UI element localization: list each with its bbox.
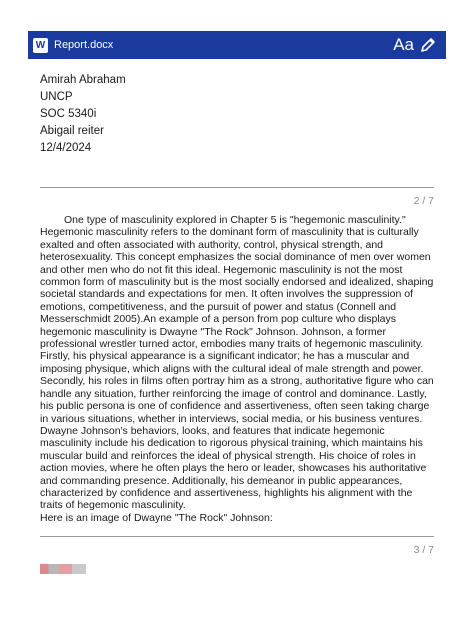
page-divider bbox=[40, 536, 434, 537]
paragraph: One type of masculinity explored in Chapter 5 is "hegemonic masculinity." Hegemonic masculinity refers to the dominant form of masculinity that is culturally exalted and often associated with authority, control, physical strength, and heterosexuality. This concept emphasizes the social dominance of men over women and other men who do not fit this ideal. Hegemonic masculinity is not the most common form of masculinity but is the most socially endorsed and idealized, shaping societal standards and expectations for men. It often involves the suppression of emotions, competitiveness, and the pursuit of power and status (Connell and Messerschmidt 2005).An example of a person from pop culture who displays hegemonic masculinity is Dwayne "The Rock" Johnson. Johnson, a former professional wrestler turned actor, embodies many traits of hegemonic masculinity. Firstly, his physical appearance is a significant indicator; he has a muscular and imposing physique, which aligns with the cultural ideal of male strength and power. Secondly, his roles in films often portray him as a strong, authoritative figure who can handle any situation, further reinforcing the image of control and dominance. Lastly, his public persona is one of confidence and assertiveness, often seen taking charge in various situations, whether in interviews, social media, or his business ventures. bbox=[40, 214, 434, 425]
instructor-name: Abigail reiter bbox=[40, 125, 104, 137]
document-filename: Report.docx bbox=[54, 39, 114, 51]
page-number: 2 / 7 bbox=[413, 195, 434, 207]
document-title-bar bbox=[28, 31, 446, 59]
course-code: SOC 5340i bbox=[40, 108, 97, 120]
page-divider bbox=[40, 187, 434, 188]
document-body bbox=[40, 214, 434, 524]
paragraph: Here is an image of Dwayne "The Rock" Johnson: bbox=[40, 511, 273, 524]
paragraph: Dwayne Johnson's behaviors, looks, and features that indicate hegemonic masculinity include his dedication to rigorous physical training, which maintains his muscular build and reinforces the ideal of physical strength. His choice of roles in action movies, where he often plays the hero or leader, showcases his authoritative and commanding presence. Additionally, his demeanor in public appearances, characterized by confidence and assertiveness, highlights his alignment with the traits of hegemonic masculinity. bbox=[40, 424, 427, 512]
school-name: UNCP bbox=[40, 91, 73, 103]
embedded-image-thumbnail[interactable] bbox=[40, 564, 86, 574]
page-number: 3 / 7 bbox=[413, 544, 434, 556]
word-icon: W bbox=[33, 38, 48, 53]
pencil-icon[interactable] bbox=[420, 37, 436, 53]
document-date: 12/4/2024 bbox=[40, 142, 92, 154]
document-header bbox=[40, 72, 126, 157]
author-name: Amirah Abraham bbox=[40, 74, 126, 86]
font-size-button[interactable]: Aa bbox=[393, 35, 414, 54]
